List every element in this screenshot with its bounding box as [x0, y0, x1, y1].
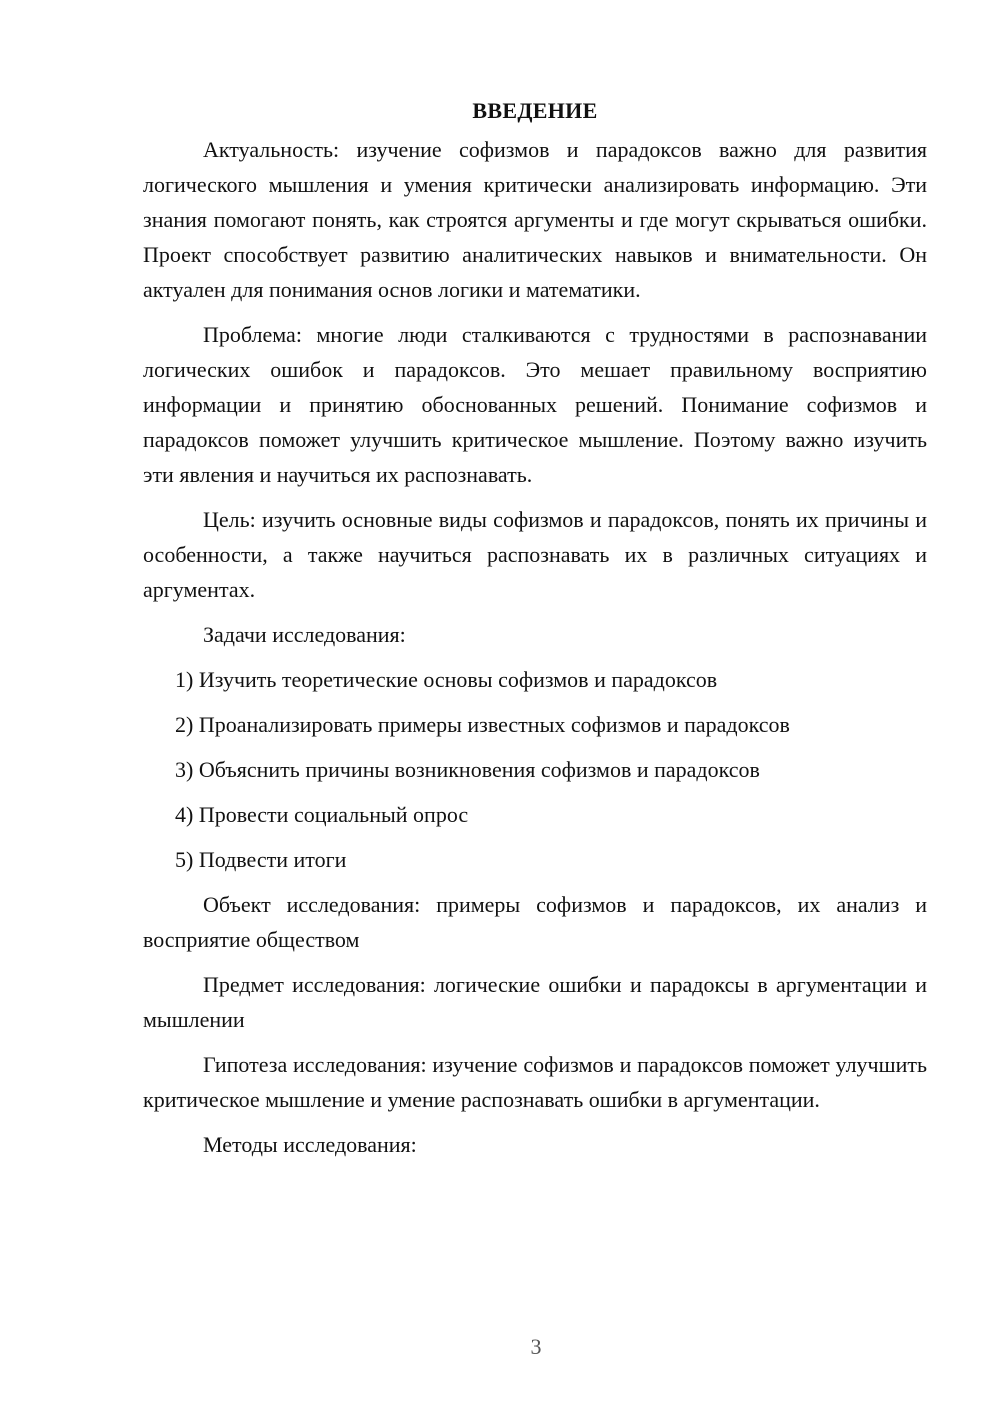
section-heading: ВВЕДЕНИЕ: [472, 98, 598, 123]
problem-paragraph: Проблема: многие люди сталкиваются с трудностями в распознавании логических ошибок и парадоксов. Это мешает правильному восприятию информации и принятию обоснованных решений. Понимание софизмов и парадоксов поможет улучшить критическое мышление. Поэтому важно изучить эти явления и научиться их распознавать.: [143, 322, 927, 487]
task-item: 5) Подвести итоги: [175, 847, 347, 872]
goal-paragraph: Цель: изучить основные виды софизмов и парадоксов, понять их причины и особенности, а также научиться распознавать их в различных ситуациях и аргументах.: [143, 507, 927, 602]
page-content: [143, 96, 927, 1172]
task-item: 3) Объяснить причины возникновения софизмов и парадоксов: [175, 757, 760, 782]
task-item: 1) Изучить теоретические основы софизмов и парадоксов: [175, 667, 718, 692]
page-number: 3: [530, 1334, 542, 1359]
object-paragraph: Объект исследования: примеры софизмов и парадоксов, их анализ и восприятие обществом: [143, 892, 927, 952]
methods-label: Методы исследования:: [203, 1132, 417, 1157]
tasks-list: [143, 662, 927, 877]
task-item: 2) Проанализировать примеры известных софизмов и парадоксов: [175, 712, 790, 737]
hypothesis-paragraph: Гипотеза исследования: изучение софизмов и парадоксов поможет улучшить критическое мышление и умение распознавать ошибки в аргументации.: [143, 1052, 927, 1112]
task-item: 4) Провести социальный опрос: [175, 802, 469, 827]
tasks-label: Задачи исследования:: [203, 622, 406, 647]
subject-paragraph: Предмет исследования: логические ошибки и парадоксы в аргументации и мышлении: [143, 972, 927, 1032]
relevance-paragraph: Актуальность: изучение софизмов и парадоксов важно для развития логического мышления и умения критически анализировать информацию. Эти знания помогают понять, как строятся аргументы и где могут скрываться ошибки. Проект способствует развитию аналитических навыков и внимательности. Он актуален для понимания основ логики и математики.: [143, 137, 927, 302]
